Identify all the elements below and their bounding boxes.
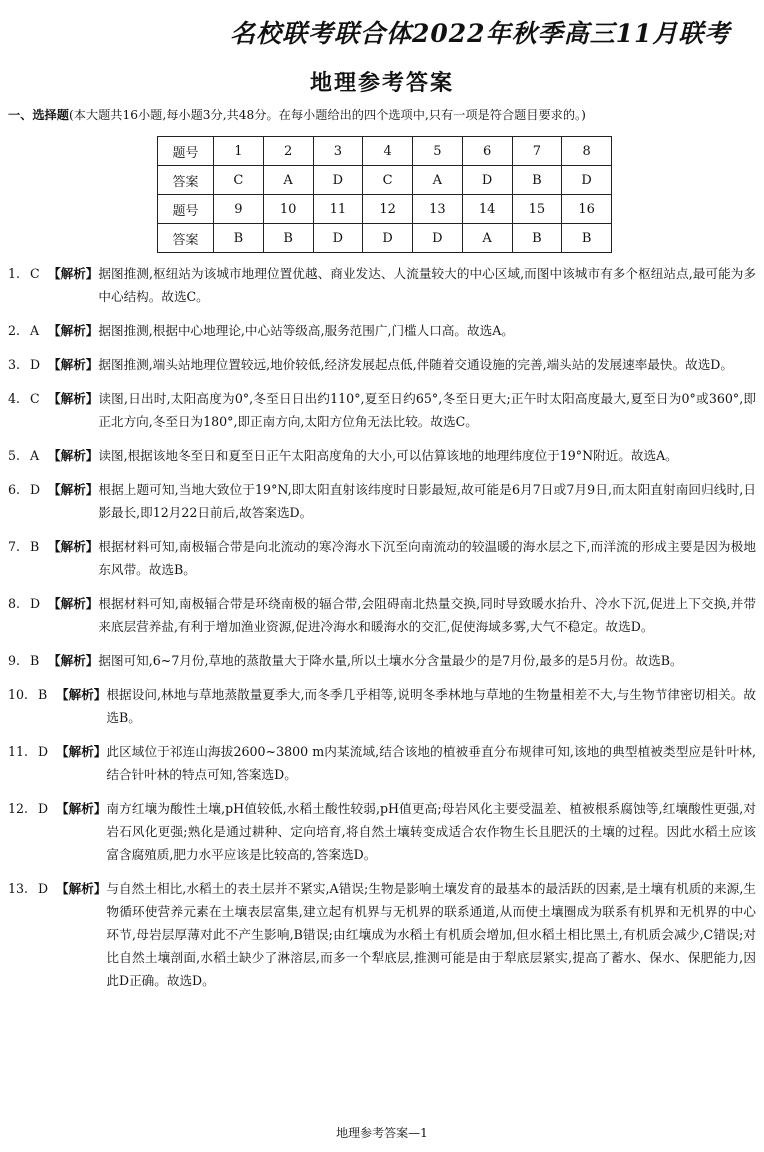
item-number: 13. [8,881,29,896]
table-cell: D [313,224,363,253]
explanation-list [8,262,756,1003]
analysis-tag: 【解析】 [56,687,107,702]
item-number: 12. [8,801,29,816]
explanation-item [8,444,756,467]
table-cell: A [462,224,512,253]
item-number: 6. [8,482,21,497]
table-cell: D [462,166,512,195]
item-text: 据图推测,枢纽站为该城市地理位置优越、商业发达、人流量较大的中心区域,而图中该城市有多个枢纽站点,最可能为多中心结构。故选C。 [98,266,756,304]
item-number: 4. [8,391,21,406]
explanation-item [8,797,756,866]
table-row [158,224,612,253]
table-cell: 16 [562,195,612,224]
table-cell: 10 [263,195,313,224]
table-cell: 3 [313,137,363,166]
item-number: 3. [8,357,21,372]
item-answer: D [30,357,41,372]
table-cell: B [263,224,313,253]
table-cell: A [263,166,313,195]
item-text: 与自然土相比,水稻土的表土层并不紧实,A错误;生物是影响土壤发育的最基本的最活跃的因素,是土壤有机质的来源,生物循环使营养元素在土壤表层富集,建立起有机界与无机界的联系通道,从而使土壤圈成为联系有机界和无机界的中心环节,母岩层厚薄对此不产生影响,B错误;由红壤成为水稻土有机质会增加,但水稻土相比黑土,有机质会减少,C错误;对比自然土壤剖面,水稻土缺少了淋溶层,而多一个犁底层,推测可能是由于犁底层紧实,提高了蓄水、保水、保肥能力,因此D正确。故选D。 [106,881,756,988]
table-cell: 12 [363,195,413,224]
item-text: 根据设问,林地与草地蒸散量夏季大,而冬季几乎相等,说明冬季林地与草地的生物量相差不大,与生物节律密切相关。故选B。 [106,687,756,725]
item-answer: D [38,881,49,896]
item-text: 读图,日出时,太阳高度为0°,冬至日日出约110°,夏至日约65°,冬至日更大;正午时太阳高度最大,夏至日为0°或360°,即正北方向,冬至日为180°,即正南方向,太阳方位角无法比较。故选C。 [98,391,756,429]
item-text: 据图可知,6~7月份,草地的蒸散量大于降水量,所以土壤水分含量最少的是7月份,最多的是5月份。故选B。 [98,653,683,668]
document-title: 地理参考答案 [309,71,454,96]
row-label-answer: 答案 [158,166,214,195]
explanation-item [8,319,756,342]
analysis-tag: 【解析】 [48,448,99,463]
table-cell: B [562,224,612,253]
item-text: 南方红壤为酸性土壤,pH值较低,水稻土酸性较弱,pH值更高;母岩风化主要受温差、植被根系腐蚀等,红壤酸性更强,对岩石风化更强;熟化是通过耕种、定向培育,将自然土壤转变成适合农作物生长且肥沃的土壤的过程。因此水稻土应该富含腐殖质,肥力水平应该是比较高的,答案选D。 [106,801,756,862]
table-cell: C [363,166,413,195]
table-row [158,166,612,195]
item-answer: C [30,266,40,281]
item-text: 根据上题可知,当地大致位于19°N,即太阳直射该纬度时日影最短,故可能是6月7日或7月9日,而太阳直射南回归线时,日影最长,即12月22日前后,故答案选D。 [98,482,756,520]
item-number: 8. [8,596,21,611]
item-answer: B [30,539,40,554]
item-text: 此区域位于祁连山海拔2600~3800 m内某流域,结合该地的植被垂直分布规律可知,该地的典型植被类型应是针叶林,结合针叶林的特点可知,答案选D。 [106,744,756,782]
item-number: 1. [8,266,21,281]
item-answer: C [30,391,40,406]
table-cell: D [562,166,612,195]
analysis-tag: 【解析】 [48,391,99,406]
explanation-item [8,683,756,729]
explanation-item [8,535,756,581]
item-number: 7. [8,539,21,554]
table-cell: 8 [562,137,612,166]
analysis-tag: 【解析】 [56,881,107,896]
table-row [158,195,612,224]
item-answer: B [30,653,40,668]
table-cell: D [313,166,363,195]
explanation-item [8,877,756,992]
table-cell: 7 [512,137,562,166]
table-cell: 1 [214,137,264,166]
item-text: 根据材料可知,南极辐合带是向北流动的寒冷海水下沉至向南流动的较温暖的海水层之下,而洋流的形成主要是因为极地东风带。故选B。 [98,539,756,577]
item-number: 5. [8,448,21,463]
analysis-tag: 【解析】 [48,266,99,281]
exam-header-title: 名校联考联合体2022年秋季高三11月联考 [230,19,731,48]
explanation-item [8,387,756,433]
item-answer: D [30,596,41,611]
table-cell: 5 [413,137,463,166]
table-cell: 14 [462,195,512,224]
table-cell: 4 [363,137,413,166]
item-number: 11. [8,744,29,759]
table-cell: A [413,166,463,195]
table-row [158,137,612,166]
table-cell: 2 [263,137,313,166]
row-label-question: 题号 [158,137,214,166]
item-number: 9. [8,653,21,668]
table-cell: B [512,224,562,253]
explanation-item [8,353,756,376]
item-text: 读图,根据该地冬至日和夏至日正午太阳高度角的大小,可以估算该地的地理纬度位于19°N附近。故选A。 [98,448,678,463]
page-footer: 地理参考答案—1 [336,1126,428,1140]
section-heading: 一、选择题 [8,108,69,122]
section-intro [8,106,758,123]
explanation-item [8,649,756,672]
table-cell: 9 [214,195,264,224]
item-number: 10. [8,687,29,702]
item-answer: A [30,323,40,338]
table-cell: 13 [413,195,463,224]
table-cell: 11 [313,195,363,224]
item-answer: D [38,744,49,759]
item-number: 2. [8,323,21,338]
analysis-tag: 【解析】 [48,323,99,338]
explanation-item [8,592,756,638]
analysis-tag: 【解析】 [48,539,99,554]
analysis-tag: 【解析】 [48,357,99,372]
analysis-tag: 【解析】 [56,744,107,759]
table-cell: B [512,166,562,195]
table-cell: C [214,166,264,195]
table-cell: 6 [462,137,512,166]
answer-table [157,136,612,253]
item-text: 据图推测,端头站地理位置较远,地价较低,经济发展起点低,伴随着交通设施的完善,端头站的发展速率最快。故选D。 [98,357,733,372]
item-text: 据图推测,根据中心地理论,中心站等级高,服务范围广,门槛人口高。故选A。 [98,323,514,338]
analysis-tag: 【解析】 [48,596,99,611]
item-answer: B [38,687,48,702]
section-note: (本大题共16小题,每小题3分,共48分。在每小题给出的四个选项中,只有一项是符合题目要求的。) [68,108,586,122]
analysis-tag: 【解析】 [48,482,99,497]
row-label-answer: 答案 [158,224,214,253]
analysis-tag: 【解析】 [56,801,107,816]
table-cell: D [413,224,463,253]
row-label-question: 题号 [158,195,214,224]
item-answer: A [30,448,40,463]
item-answer: D [38,801,49,816]
explanation-item [8,262,756,308]
analysis-tag: 【解析】 [48,653,99,668]
item-answer: D [30,482,41,497]
item-text: 根据材料可知,南极辐合带是环绕南极的辐合带,会阻碍南北热量交换,同时导致暖水抬升、冷水下沉,促进上下交换,并带来底层营养盐,有利于增加渔业资源,促进冷海水和暖海水的交汇,促使海域多雾,大气不稳定。故选D。 [98,596,756,634]
table-cell: D [363,224,413,253]
explanation-item [8,740,756,786]
table-cell: 15 [512,195,562,224]
explanation-item [8,478,756,524]
table-cell: B [214,224,264,253]
